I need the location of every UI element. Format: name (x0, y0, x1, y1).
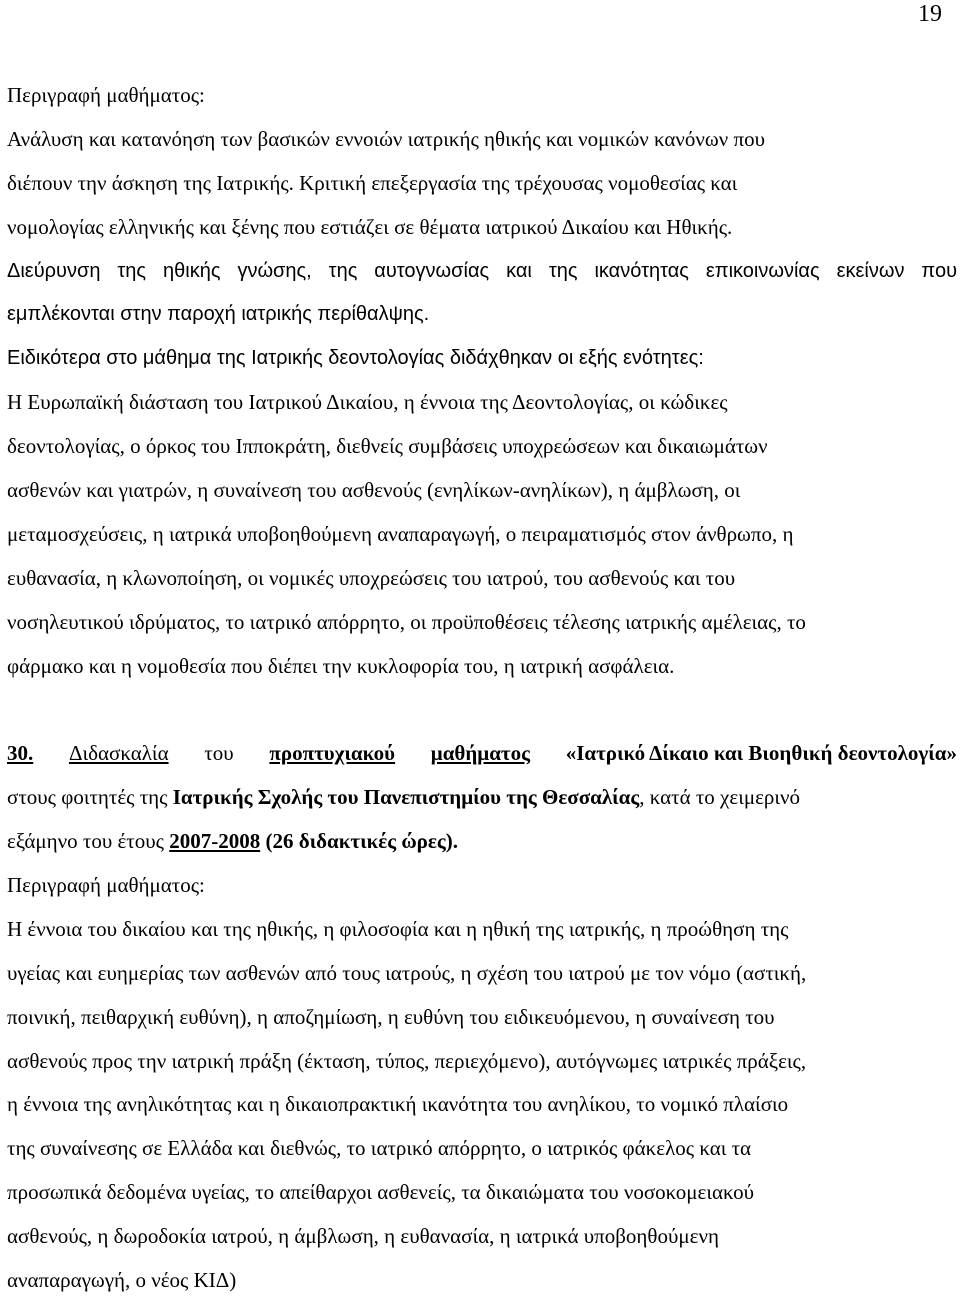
paragraph-line: προσωπικά δεδομένα υγείας, το απείθαρχοι ασθενείς, τα δικαιώματα του νοσοκομειακού (7, 1180, 755, 1205)
school-name: Ιατρικής Σχολής του Πανεπιστημίου της Θεσσαλίας (172, 785, 640, 810)
course-title: «Ιατρικό Δίκαιο και Βιοηθική δεοντολογία» (565, 741, 957, 766)
course-description-label: Περιγραφή μαθήματος: (7, 873, 205, 898)
paragraph-line: Η έννοια του δικαίου και της ηθικής, η φιλοσοφία και η ηθική της ιατρικής, η προώθηση της (7, 916, 789, 941)
paragraph-line: υγείας και ευημερίας των ασθενών από τους ιατρούς, η σχέση του ιατρού με τον νόμο (αστική, (7, 960, 807, 985)
paragraph-line: Ανάλυση και κατανόηση των βασικών εννοιών ιατρικής ηθικής και νομικών κανόνων που (7, 126, 765, 151)
paragraph-line: νομολογίας ελληνικής και ξένης που εστιάζει σε θέματα ιατρικού Δικαίου και Ηθικής. (7, 214, 733, 239)
paragraph-line: ποινική, πειθαρχική ευθύνη), η αποζημίωση, η ευθύνη του ειδικευόμενου, η συναίνεση του (7, 1004, 775, 1029)
paragraph-line: ασθενούς, η δωροδοκία ιατρού, η άμβλωση, η ευθανασία, η ιατρικά υποβοηθούμενη (7, 1224, 719, 1249)
heading-text: Διδασκαλία (68, 741, 169, 766)
paragraph-line: ευθανασία, η κλωνοποίηση, οι νομικές υποχρεώσεις του ιατρού, του ασθενούς και του (7, 565, 736, 590)
paragraph-line: εμπλέκονται στην παροχή ιατρικής περίθαλψης. (7, 303, 430, 326)
paragraph-line: μεταμοσχεύσεις, η ιατρικά υποβοηθούμενη αναπαραγωγή, ο πειραματισμός στον άνθρωπο, η (7, 521, 794, 546)
heading-line (7, 820, 957, 864)
paragraph-line: αναπαραγωγή, ο νέος ΚΙΔ) (7, 1268, 237, 1293)
item-number: 30. (7, 741, 34, 766)
document-body (7, 74, 957, 1303)
paragraph-line: Διεύρυνση της ηθικής γνώσης, της αυτογνωσίας και της ικανότητας επικοινωνίας εκείνων που (7, 259, 957, 282)
section-spacer (7, 688, 957, 732)
paragraph-line: φάρμακο και η νομοθεσία που διέπει την κυκλοφορία του, η ιατρική ασφάλεια. (7, 653, 675, 678)
paragraph-line: ασθενούς προς την ιατρική πράξη (έκταση, τύπος, περιεχόμενο), αυτόγνωμες ιατρικές πράξεις, (7, 1048, 807, 1073)
paragraph-line: η έννοια της ανηλικότητας και η δικαιοπρακτική ικανότητα του ανηλίκου, το νομικό πλαίσιο (7, 1092, 789, 1117)
course-description-label: Περιγραφή μαθήματος: (7, 83, 205, 107)
heading-text: προπτυχιακού (269, 741, 396, 766)
paragraph-line: δεοντολογίας, ο όρκος του Ιπποκράτη, διεθνείς συμβάσεις υποχρεώσεων και δικαιωμάτων (7, 434, 768, 459)
paragraph-line: ασθενών και γιατρών, η συναίνεση του ασθενούς (ενηλίκων-ανηλίκων), η άμβλωση, οι (7, 478, 741, 503)
heading-text: εξάμηνο του έτους (7, 829, 170, 854)
teaching-hours: (26 διδακτικές ώρες). (260, 829, 458, 854)
heading-text: μαθήματος (430, 741, 530, 766)
section-heading (7, 732, 957, 776)
paragraph-line: νοσηλευτικού ιδρύματος, το ιατρικό απόρρητο, οι προϋποθέσεις τέλεσης ιατρικής αμέλειας, το (7, 609, 806, 634)
heading-line (7, 776, 957, 820)
heading-text: του (204, 741, 234, 766)
page-number: 19 (918, 1, 942, 27)
paragraph-line: διέπουν την άσκηση της Ιατρικής. Κριτική επεξεργασία της τρέχουσας νομοθεσίας και (7, 170, 738, 195)
paragraph-line: Η Ευρωπαϊκή διάσταση του Ιατρικού Δικαίου, η έννοια της Δεοντολογίας, οι κώδικες (7, 390, 728, 415)
heading-text: στους φοιτητές της (7, 785, 173, 810)
paragraph-line: της συναίνεσης σε Ελλάδα και διεθνώς, το ιατρικό απόρρητο, ο ιατρικός φάκελος και τα (7, 1136, 752, 1161)
heading-text: , κατά το χειμερινό (639, 785, 801, 810)
paragraph-line: Ειδικότερα στο μάθημα της Ιατρικής δεοντολογίας διδάχθηκαν οι εξής ενότητες: (7, 347, 704, 370)
academic-year: 2007-2008 (169, 829, 261, 854)
